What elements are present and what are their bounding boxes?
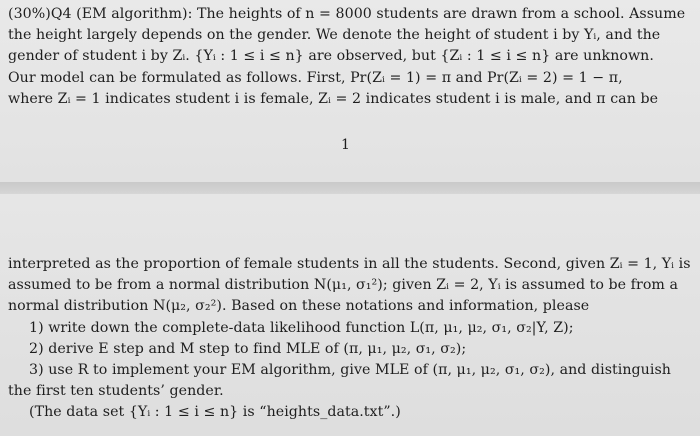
page-top bbox=[0, 0, 700, 182]
page-break bbox=[0, 182, 700, 194]
text-line: the height largely depends on the gender. We denote the height of student i by Yᵢ, and the bbox=[8, 27, 661, 44]
task-item-1: 1) write down the complete-data likelihood function L(π, μ₁, μ₂, σ₁, σ₂|Y, Z); bbox=[29, 319, 574, 336]
text-line: assumed to be from a normal distribution N(μ₁, σ₁²); given Zᵢ = 2, Yᵢ is assumed to be from a bbox=[8, 277, 678, 294]
page-number: 1 bbox=[341, 137, 350, 153]
text-line: where Zᵢ = 1 indicates student i is female, Zᵢ = 2 indicates student i is male, and π can be bbox=[8, 90, 659, 107]
text-line: gender of student i by Zᵢ. {Yᵢ : 1 ≤ i ≤ n} are observed, but {Zᵢ : 1 ≤ i ≤ n} are unknown. bbox=[8, 48, 654, 65]
task-item-2: 2) derive E step and M step to find MLE of (π, μ₁, μ₂, σ₁, σ₂); bbox=[29, 340, 467, 357]
question-intro bbox=[8, 4, 694, 110]
text-line: Our model can be formulated as follows. First, Pr(Zᵢ = 1) = π and Pr(Zᵢ = 2) = 1 − π, bbox=[8, 69, 623, 86]
text-line: interpreted as the proportion of female students in all the students. Second, given Zᵢ = 1, Yᵢ is bbox=[8, 256, 691, 272]
data-set-note: (The data set {Yᵢ : 1 ≤ i ≤ n} is “heights_data.txt”.) bbox=[29, 404, 401, 421]
text-line: (30%)Q4 (EM algorithm): The heights of n = 8000 students are drawn from a school. Assume bbox=[8, 6, 686, 22]
text-line: normal distribution N(μ₂, σ₂²). Based on these notations and information, please bbox=[8, 298, 590, 315]
task-item-3: 3) use R to implement your EM algorithm, give MLE of (π, μ₁, μ₂, σ₁, σ₂), and distinguish bbox=[29, 362, 671, 379]
question-continuation bbox=[8, 254, 694, 424]
text-line: the first ten students’ gender. bbox=[8, 383, 224, 400]
